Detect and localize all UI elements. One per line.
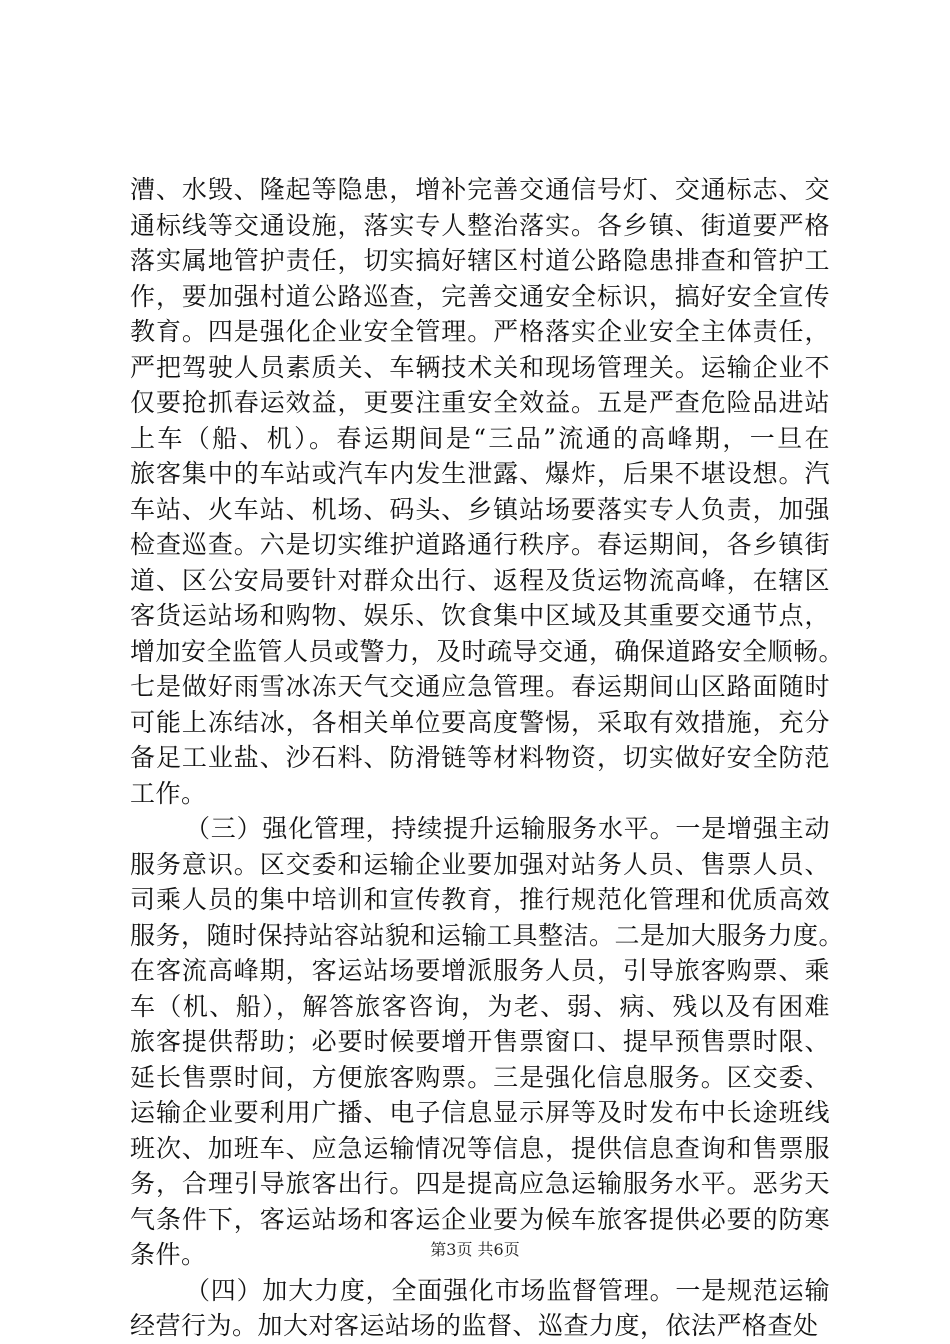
text-line: 司乘人员的集中培训和宣传教育，推行规范化管理和优质高效 — [130, 885, 830, 914]
text-line: 作，要加强村道公路巡查，完善交通安全标识，搞好安全宣传 — [130, 281, 830, 311]
text-line: 上车（船、机）。春运期间是“三品”流通的高峰期，一旦在 — [130, 423, 830, 453]
text-line: 车站、火车站、机场、码头、乡镇站场要落实专人负责，加强 — [130, 494, 830, 524]
text-line: 漕、水毁、隆起等隐患，增补完善交通信号灯、交通标志、交 — [130, 175, 830, 204]
text-line: （三）强化管理，持续提升运输服务水平。一是增强主动 — [185, 814, 830, 843]
text-line: 旅客集中的车站或汽车内发生泄露、爆炸，后果不堪设想。汽 — [130, 459, 830, 488]
text-line: 可能上冻结冰，各相关单位要高度警惕，采取有效措施，充分 — [130, 707, 830, 737]
text-line: 在客流高峰期，客运站场要增派服务人员，引导旅客购票、乘 — [130, 956, 830, 985]
text-line: 客货运站场和购物、娱乐、饮食集中区域及其重要交通节点， — [130, 601, 830, 630]
text-line: 严把驾驶人员素质关、车辆技术关和现场管理关。运输企业不 — [130, 352, 830, 382]
text-line: 七是做好雨雪冰冻天气交通应急管理。春运期间山区路面随时 — [130, 672, 830, 701]
text-line: 运输企业要利用广播、电子信息显示屏等及时发布中长途班线 — [130, 1098, 830, 1127]
text-line: 旅客提供帮助；必要时候要增开售票窗口、提早预售票时限、 — [130, 1027, 830, 1056]
text-line: 仅要抢抓春运效益，更要注重安全效益。五是严查危险品进站 — [130, 388, 830, 417]
text-line: 备足工业盐、沙石料、防滑链等材料物资，切实做好安全防范 — [130, 743, 830, 772]
text-line: 检查巡查。六是切实维护道路通行秩序。春运期间，各乡镇街 — [130, 530, 830, 559]
text-line: 通标线等交通设施，落实专人整治落实。各乡镇、街道要严格 — [130, 210, 830, 240]
text-line: 落实属地管护责任，切实搞好辖区村道公路隐患排查和管护工 — [130, 246, 830, 275]
text-line: 经营行为。加大对客运站场的监督、巡查力度，依法严格查处 — [130, 1311, 819, 1340]
text-line: 服务，随时保持站容站貌和运输工具整洁。二是加大服务力度。 — [130, 920, 845, 950]
text-line: 车（机、船），解答旅客咨询，为老、弱、病、残以及有困难 — [130, 991, 830, 1021]
text-line: 教育。四是强化企业安全管理。严格落实企业安全主体责任， — [130, 317, 830, 346]
text-line: 增加安全监管人员或警力，及时疏导交通，确保道路安全顺畅。 — [130, 636, 845, 666]
text-line: 班次、加班车、应急运输情况等信息，提供信息查询和售票服 — [130, 1133, 830, 1163]
text-line: 工作。 — [130, 778, 207, 808]
text-line: 条件。 — [130, 1240, 207, 1269]
text-line: 延长售票时间，方便旅客购票。三是强化信息服务。区交委、 — [130, 1062, 830, 1092]
page-number: 第3页 共6页 — [430, 1240, 520, 1259]
text-line: 务，合理引导旅客出行。四是提高应急运输服务水平。恶劣天 — [130, 1169, 830, 1198]
text-line: 服务意识。区交委和运输企业要加强对站务人员、售票人员、 — [130, 849, 830, 879]
document-body — [130, 172, 845, 1344]
text-line: （四）加大力度，全面强化市场监督管理。一是规范运输 — [185, 1275, 830, 1305]
text-line: 道、区公安局要针对群众出行、返程及货运物流高峰，在辖区 — [130, 565, 830, 595]
text-line: 气条件下，客运站场和客运企业要为候车旅客提供必要的防寒 — [130, 1204, 830, 1234]
